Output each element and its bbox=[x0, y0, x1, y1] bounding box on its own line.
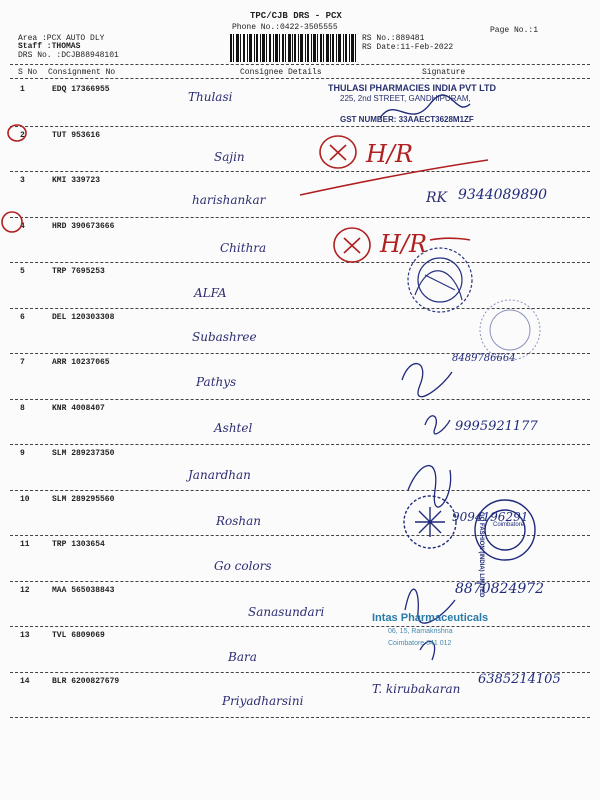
row-divider bbox=[10, 126, 590, 127]
intas-stamp-line1: Intas Pharmaceuticals bbox=[372, 612, 489, 624]
row-divider bbox=[10, 217, 590, 218]
row-signature-phone: 9344089890 bbox=[458, 187, 548, 203]
row-consignee-handwritten: Sanasundari bbox=[248, 604, 325, 619]
table-row bbox=[0, 310, 600, 350]
col-signature: Signature bbox=[422, 68, 466, 77]
row-consignment-no: SLM 289295560 bbox=[52, 494, 115, 504]
table-row bbox=[0, 128, 600, 168]
row-sno: 13 bbox=[20, 631, 30, 640]
row-consignee-handwritten: Thulasi bbox=[188, 90, 233, 104]
row-consignment-no: HRD 390673666 bbox=[52, 221, 115, 231]
row-divider bbox=[10, 490, 590, 491]
row-sno: 6 bbox=[20, 312, 25, 322]
table-row bbox=[0, 628, 600, 668]
row-consignee-handwritten: Priyadharsini bbox=[222, 693, 304, 708]
row-divider bbox=[10, 535, 590, 536]
row-divider bbox=[10, 399, 590, 400]
row-signature-phone: 8870824972 bbox=[455, 580, 545, 597]
col-sno: S No bbox=[18, 68, 38, 77]
page-number: Page No.:1 bbox=[490, 26, 539, 35]
row-consignment-no: ARR 10237065 bbox=[52, 358, 110, 367]
row-consignment-no: KNR 4008407 bbox=[52, 403, 105, 413]
col-consignee: Consignee Details bbox=[240, 68, 322, 77]
area-label: Area :PCX AUTO DLY bbox=[18, 34, 105, 43]
row-divider bbox=[10, 262, 590, 263]
table-row bbox=[0, 173, 600, 213]
row-consignment-no: SLM 289237350 bbox=[52, 449, 115, 458]
row-consignment-no: EDQ 17366955 bbox=[52, 85, 110, 94]
row-consignee-handwritten: harishankar bbox=[192, 193, 266, 207]
row-consignment-no: TRP 1303654 bbox=[52, 540, 105, 549]
row-divider bbox=[10, 626, 590, 627]
row-consignment-no: BLR 6200827679 bbox=[52, 676, 120, 686]
row-signature-phone: 8489786664 bbox=[452, 353, 516, 364]
row2-hr-mark: H/R bbox=[366, 140, 414, 168]
intas-stamp-line3: Coimbatore 641 012 bbox=[388, 640, 452, 647]
intas-stamp-line2: 06, 15, Ramakrishna bbox=[388, 628, 453, 635]
row-sno: 9 bbox=[20, 449, 25, 458]
row-sno: 11 bbox=[20, 540, 30, 549]
row-divider bbox=[10, 171, 590, 172]
row-consignment-no: TUT 953616 bbox=[52, 130, 101, 140]
table-row bbox=[0, 580, 600, 623]
table-row bbox=[0, 401, 600, 441]
row-consignee-handwritten: Sajin bbox=[214, 149, 245, 164]
staff-label: Staff :THOMAS bbox=[18, 42, 81, 51]
barcode bbox=[230, 34, 356, 62]
drs-number: DRS No. :DCJB88948101 bbox=[18, 51, 119, 60]
row-signature-phone: 9094196291 bbox=[452, 509, 529, 524]
table-row bbox=[0, 355, 600, 395]
rs-date: RS Date:11-Feb-2022 bbox=[362, 43, 454, 52]
row-sno: 12 bbox=[20, 585, 30, 595]
row-divider bbox=[10, 308, 590, 309]
row14-signer: T. kirubakaran bbox=[372, 682, 461, 696]
row-consignee-handwritten: Pathys bbox=[196, 375, 237, 389]
row-consignment-no: KMI 339723 bbox=[52, 176, 101, 185]
phone-number: Phone No.:0422-3505555 bbox=[232, 23, 338, 32]
row3-rk-mark: RK bbox=[426, 190, 447, 206]
row-consignment-no: TVL 6809069 bbox=[52, 631, 105, 640]
table-row bbox=[0, 219, 600, 259]
row-sno: 7 bbox=[20, 358, 25, 367]
row-sno: 3 bbox=[20, 176, 25, 185]
row-consignee-handwritten: Chithra bbox=[220, 240, 267, 255]
row-consignee-handwritten: Go colors bbox=[214, 559, 272, 573]
table-row bbox=[0, 82, 600, 122]
row-consignee-handwritten: ALFA bbox=[194, 286, 227, 300]
row-sno: 14 bbox=[20, 676, 30, 686]
thulasi-stamp-line1: THULASI PHARMACIES INDIA PVT LTD bbox=[328, 83, 496, 93]
rs-number: RS No.:889481 bbox=[362, 34, 425, 43]
thulasi-stamp-line3: GST NUMBER: 33AAECT3628M1ZF bbox=[340, 115, 474, 124]
gofashion-stamp-text: GO FASHION (INDIA) LIMITED bbox=[478, 512, 484, 598]
row-consignee-handwritten: Ashtel bbox=[214, 420, 253, 435]
row-sno: 8 bbox=[20, 403, 25, 413]
row-consignee-handwritten: Janardhan bbox=[188, 468, 251, 482]
table-row bbox=[0, 264, 600, 304]
row-consignment-no: TRP 7695253 bbox=[52, 267, 105, 276]
row-divider bbox=[10, 444, 590, 445]
row-sno: 10 bbox=[20, 494, 30, 504]
row-sno: 2 bbox=[20, 130, 25, 140]
row-consignee-handwritten: Roshan bbox=[216, 513, 262, 528]
header-rule-bottom bbox=[10, 78, 590, 79]
row-sno: 4 bbox=[20, 221, 25, 231]
row4-hr-mark: H/R bbox=[380, 230, 428, 258]
table-row bbox=[0, 446, 600, 486]
row-signature-phone: 6385214105 bbox=[478, 671, 561, 687]
row-consignment-no: MAA 565038843 bbox=[52, 585, 115, 595]
gofashion-stamp-city: Coimbatore bbox=[493, 522, 525, 528]
report-title: TPC/CJB DRS - PCX bbox=[250, 11, 342, 21]
row-divider bbox=[10, 717, 590, 718]
header-rule-top bbox=[10, 64, 590, 65]
row-consignee-handwritten: Bara bbox=[228, 650, 257, 664]
row-sno: 1 bbox=[20, 85, 25, 94]
table-row bbox=[0, 537, 600, 577]
row-consignee-handwritten: Subashree bbox=[192, 329, 257, 344]
table-row bbox=[0, 671, 600, 714]
thulasi-stamp-line2: 225, 2nd STREET, GANDHIPURAM, bbox=[340, 94, 471, 103]
row-sno: 5 bbox=[20, 267, 25, 276]
col-consignment: Consignment No bbox=[48, 68, 116, 77]
row-signature-phone: 9995921177 bbox=[455, 418, 538, 434]
row-consignment-no: DEL 120303308 bbox=[52, 312, 115, 322]
